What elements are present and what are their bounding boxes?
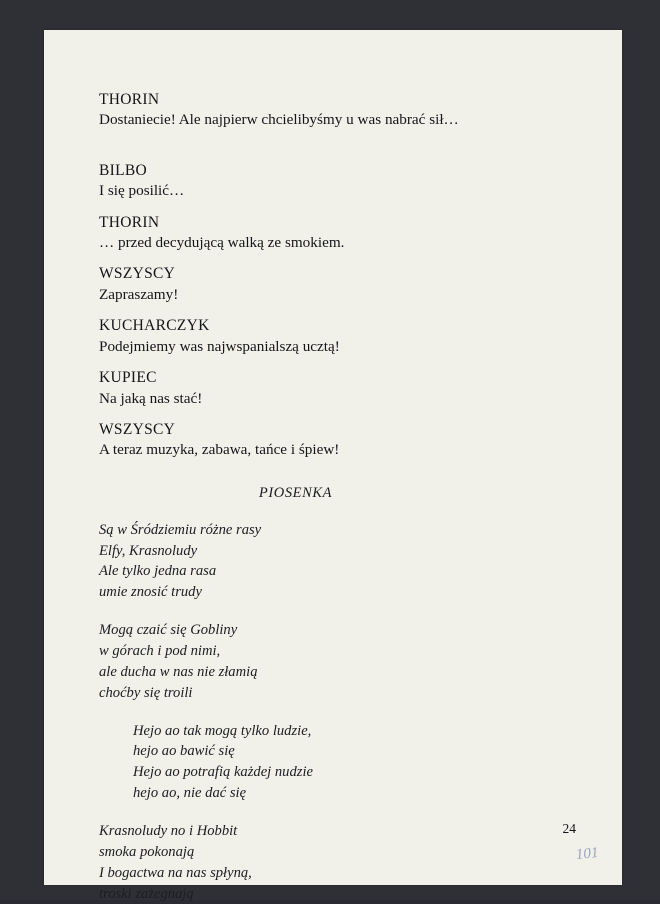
speaker-name: KUPIEC [99, 369, 157, 387]
song-stanza [99, 620, 582, 703]
song-line: Hejo ao tak mogą tylko ludzie, [133, 722, 312, 739]
speech-line: A teraz muzyka, zabawa, tańce i śpiew! [99, 441, 340, 459]
song-stanza [99, 520, 582, 603]
song-line: smoka pokonają [99, 843, 195, 860]
song-line: ale ducha w nas nie złamią [99, 663, 258, 680]
speech-line: Na jaką nas stać! [99, 389, 203, 407]
song-line: Krasnoludy no i Hobbit [99, 823, 238, 839]
dialogue-block [99, 90, 582, 461]
song-line: w górach i pod nimi, [99, 642, 221, 659]
speaker-name: THORIN [99, 91, 160, 108]
song-line: Hejo ao potrafią każdej nudzie [133, 764, 313, 781]
speech-line: Podejmiemy was najwspanialszą ucztą! [99, 337, 340, 355]
speech-line: I się posilić… [99, 182, 185, 200]
speaker-name: WSZYSCY [99, 420, 176, 438]
song-lyrics-block [99, 520, 582, 904]
song-line: umie znosić trudy [99, 584, 202, 601]
page-number: 24 [562, 821, 576, 836]
speech-line: Zapraszamy! [99, 285, 179, 303]
page-content [99, 90, 582, 902]
song-line: troski zażegnają [99, 885, 194, 902]
song-stanza [99, 821, 582, 904]
song-line: Są w Śródziemiu różne rasy [99, 521, 262, 538]
speech-block [99, 161, 582, 202]
song-heading: PIOSENKA [258, 484, 333, 501]
speaker-name: BILBO [99, 161, 147, 179]
speech-line: … przed decydującą walką ze smokiem. [99, 234, 345, 252]
song-line: Mogą czaić się Gobliny [99, 622, 238, 639]
speech-line: Dostaniecie! Ale najpierw chcielibyśmy u was nabrać sił… [99, 111, 459, 129]
speech-block [99, 368, 582, 409]
song-line: hejo ao bawić się [133, 743, 235, 760]
speaker-name: KUCHARCZYK [99, 317, 210, 335]
speech-block [99, 316, 582, 357]
speech-block [99, 264, 582, 305]
speaker-name: THORIN [99, 213, 160, 231]
speech-block [99, 90, 582, 131]
speech-block [99, 213, 582, 254]
document-page [44, 30, 622, 902]
song-line: Ale tylko jedna rasa [99, 563, 217, 580]
speaker-name: WSZYSCY [99, 265, 176, 283]
pencil-annotation: 101 [574, 844, 599, 864]
song-line: choćby się troili [99, 684, 193, 701]
song-line: hejo ao, nie dać się [133, 785, 247, 802]
song-stanza [99, 721, 582, 804]
song-line: Elfy, Krasnoludy [99, 542, 198, 559]
speech-block [99, 420, 582, 461]
song-line: I bogactwa na nas spłyną, [99, 864, 252, 881]
